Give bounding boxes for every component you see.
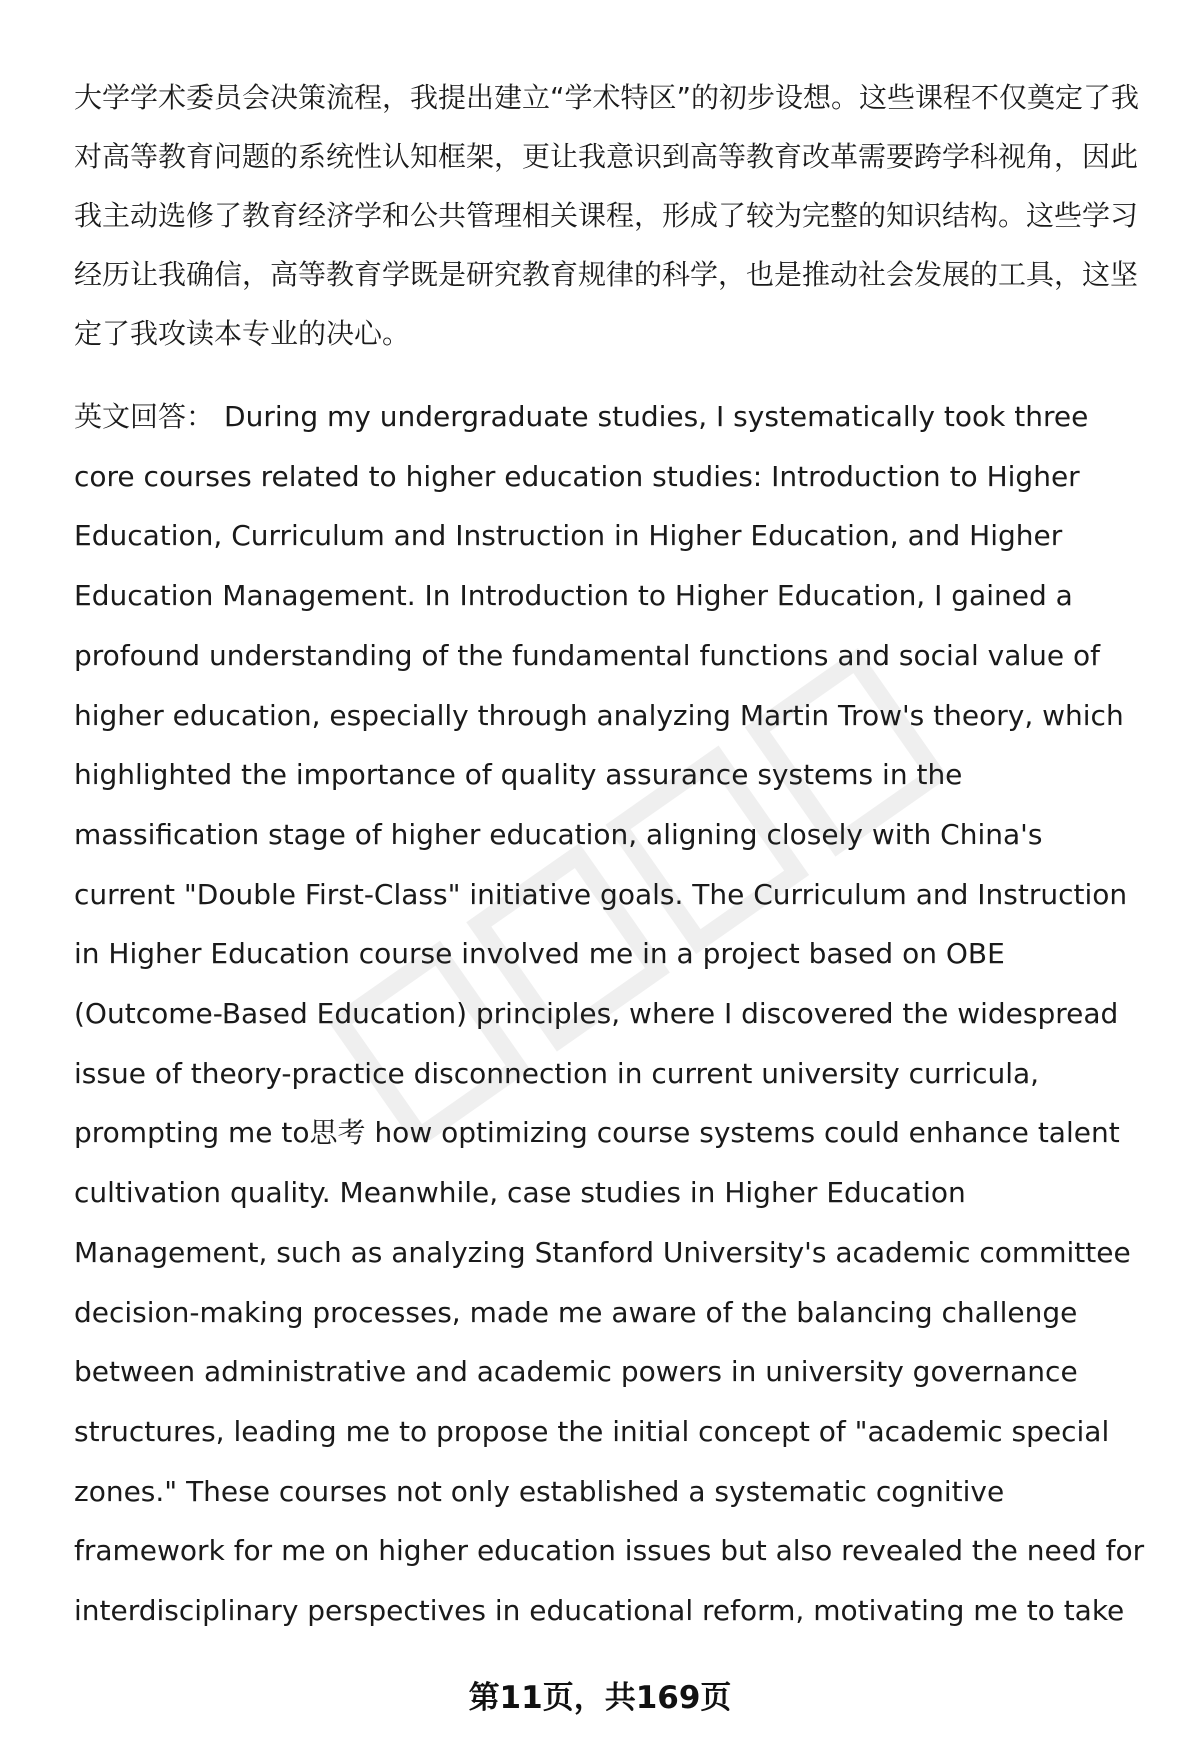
english-answer-text: During my undergraduate studies, I systematically took three core courses related to higher education studies: Introduction to Higher Education, Curriculum and Instruction in Higher Education, and Higher Education Management. In Introduction to Higher Education, I gained a profound understanding of the fundamental functions and social value of higher education, especially through analyzing Martin Trow's theory, which highlighted the importance of quality assurance systems in the massification stage of higher education, aligning closely with China's current "Double First-Class" initiative goals. The Curriculum and Instruction in Higher Education course involved me in a project based on OBE (Outcome-Based Education) principles, where I discovered the widespread issue of theory-practice disconnection in current university curricula, prompting me to思考 how optimizing course systems could enhance talent cultivation quality. Meanwhile, case studies in Higher Education Management, such as analyzing Stanford University's academic committee decision-making processes, made me aware of the balancing challenge between administrative and academic powers in university governance structures, leading me to propose the initial concept of "academic special zones." These courses not only established a systematic cognitive framework for me on higher education issues but also revealed the need for interdisciplinary perspectives in educational reform, motivating me to take xyxy=(74,400,1145,1628)
chinese-paragraph: 大学学术委员会决策流程，我提出建立“学术特区”的初步设想。这些课程不仅奠定了我对高等教育问题的系统性认知框架，更让我意识到高等教育改革需要跨学科视角，因此我主动选修了教育经济学和公共管理相关课程，形成了较为完整的知识结构。这些学习经历让我确信，高等教育学既是研究教育规律的科学，也是推动社会发展的工具，这坚定了我攻读本专业的决心。 xyxy=(74,81,1140,350)
english-answer-label: 英文回答： xyxy=(74,400,215,433)
english-answer-paragraph xyxy=(74,387,1150,1641)
page-indicator: 第11页，共169页 xyxy=(468,1680,732,1716)
document-body xyxy=(74,68,1150,1641)
